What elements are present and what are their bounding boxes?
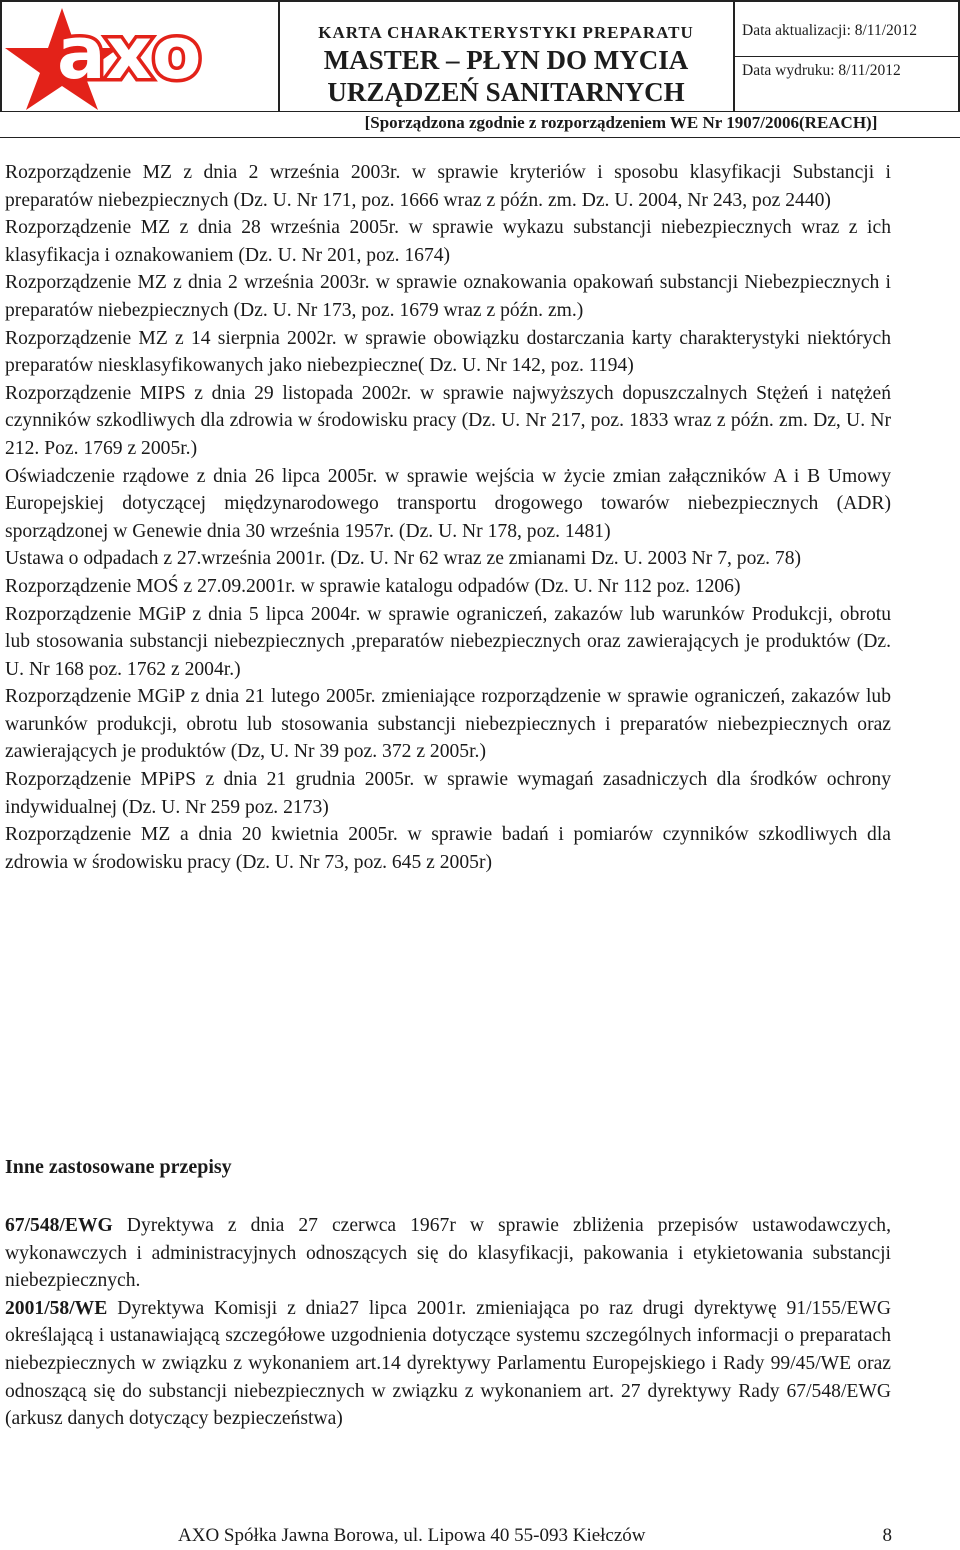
regulation-item: Rozporządzenie MPiPS z dnia 21 grudnia 2005r. w sprawie wymagań zasadniczych dla środków ochrony indywidualnej (Dz. U. Nr 259 poz. 2173) bbox=[5, 769, 891, 818]
company-address: AXO Spółka Jawna Borowa, ul. Lipowa 40 55-093 Kiełczów bbox=[178, 1525, 646, 1546]
star-logo-icon bbox=[2, 2, 276, 110]
directive-code: 67/548/EWG bbox=[5, 1215, 113, 1236]
directives-list bbox=[5, 1212, 891, 1433]
update-date: Data aktualizacji: 8/11/2012 bbox=[742, 22, 918, 39]
document-title bbox=[282, 22, 730, 108]
product-name-line1: MASTER – PŁYN DO MYCIA bbox=[323, 45, 689, 75]
print-date: Data wydruku: 8/11/2012 bbox=[742, 62, 901, 79]
regulation-item: Rozporządzenie MZ z dnia 2 września 2003r. w sprawie oznakowania opakowań substancji Niebezpiecznych i preparatów niebezpiecznych (Dz. U. Nr 173, poz. 1679 wraz z późn. zm.) bbox=[5, 272, 891, 321]
regulations-list bbox=[5, 159, 891, 876]
regulation-item: Rozporządzenie MZ a dnia 20 kwietnia 2005r. w sprawie badań i pomiarów czynników szkodliwych dla zdrowia w środowisku pracy (Dz. U. Nr 73, poz. 645 z 2005r) bbox=[5, 824, 891, 873]
card-title: KARTA CHARAKTERYSTYKI PREPARATU bbox=[318, 23, 694, 42]
page-number: 8 bbox=[882, 1525, 892, 1546]
header-divider-date-rows bbox=[735, 56, 960, 57]
directive-text: Dyrektywa Komisji z dnia27 lipca 2001r. zmieniająca po raz drugi dyrektywę 91/155/EWG określającą i ustanawiającą szczegółowe uzgodnienia dotyczące systemu szczególnych informacji o preparatach niebezpiecznych w związku z wykonaniem art.14 dyrektywy Parlamentu Europejskiego i Rady 99/45/WE oraz odnoszącą się do substancji niebezpiecznych w związku z wykonaniem art. 27 dyrektywy Rady 67/548/EWG (arkusz danych dotyczący bezpieczeństwa) bbox=[5, 1297, 891, 1430]
regulation-item: Oświadczenie rządowe z dnia 26 lipca 2005r. w sprawie wejścia w życie zmian załączników A i B Umowy Europejskiej dotyczącej międzynarodowego transportu drogowego towarów niebezpiecznych (ADR) sporządzonej w Genewie dnia 30 września 1957r. (Dz. U. Nr 178, poz. 1481) bbox=[5, 465, 891, 542]
regulation-item: Rozporządzenie MZ z dnia 2 września 2003r. w sprawie kryteriów i sposobu klasyfikacji Substancji i preparatów niebezpiecznych (Dz. U. Nr 171, poz. 1666 wraz z późn. zm. Dz. U. 2004, Nr 243, poz 2440) bbox=[5, 162, 891, 211]
regulation-item: Ustawa o odpadach z 27.września 2001r. (Dz. U. Nr 62 wraz ze zmianami Dz. U. 2003 Nr 7, poz. 78) bbox=[5, 548, 802, 570]
regulation-item: Rozporządzenie MIPS z dnia 29 listopada 2002r. w sprawie najwyższych dopuszczalnych Stężeń i natężeń czynników szkodliwych dla zdrowia w środowisku pracy (Dz. U. Nr 217, poz. 1833 wraz z późn. zm. Dz, U. Nr 212. Poz. 1769 z 2005r.) bbox=[5, 382, 891, 459]
regulation-item: Rozporządzenie MOŚ z 27.09.2001r. w sprawie katalogu odpadów (Dz. U. Nr 112 poz. 1206) bbox=[5, 575, 741, 597]
regulation-item: Rozporządzenie MZ z dnia 28 września 2005r. w sprawie wykazu substancji niebezpiecznych wraz z ich klasyfikacja i oznakowaniem (Dz. U. Nr 201, poz. 1674) bbox=[5, 217, 891, 266]
header-divider-logo bbox=[278, 0, 280, 112]
directive-item bbox=[5, 1212, 891, 1295]
header-border-bottom bbox=[0, 137, 960, 138]
reach-note: [Sporządzona zgodnie z rozporządzeniem WE Nr 1907/2006(REACH)] bbox=[364, 113, 878, 132]
directive-text: Dyrektywa z dnia 27 czerwca 1967r w sprawie zbliżenia przepisów ustawodawczych, wykonawczych i administracyjnych odnoszących się do klasyfikacji, pakowania i etykietowania substancji niebezpiecznych. bbox=[5, 1215, 891, 1292]
regulation-item: Rozporządzenie MGiP z dnia 21 lutego 2005r. zmieniające rozporządzenie w sprawie ograniczeń, zakazów lub warunków produkcji, obrotu lub stosowania substancji niebezpiecznych i preparatów niebezpiecznych oraz zawierających je produktów (Dz, U. Nr 39 poz. 372 z 2005r.) bbox=[5, 686, 891, 763]
regulation-item: Rozporządzenie MZ z 14 sierpnia 2002r. w sprawie obowiązku dostarczania karty charakterystyki niektórych preparatów niesklasyfikowanych jako niebezpieczne( Dz. U. Nr 142, poz. 1194) bbox=[5, 327, 891, 377]
logo-text: axo bbox=[57, 11, 202, 95]
directive-code: 2001/58/WE bbox=[5, 1297, 108, 1319]
regulation-item: Rozporządzenie MGiP z dnia 5 lipca 2004r. w sprawie ograniczeń, zakazów lub warunków Produkcji, obrotu lub stosowania substancji niebezpiecznych ,preparatów niebezpiecznych oraz zawierających je produktów (Dz. U. Nr 168 poz. 1762 z 2004r.) bbox=[5, 603, 891, 680]
directive-item bbox=[5, 1295, 891, 1433]
product-name-line2: URZĄDZEŃ SANITARNYCH bbox=[327, 77, 685, 107]
axo-logo bbox=[2, 2, 276, 110]
document-header bbox=[0, 0, 960, 138]
section-heading: Inne zastosowane przepisy bbox=[5, 1156, 232, 1178]
